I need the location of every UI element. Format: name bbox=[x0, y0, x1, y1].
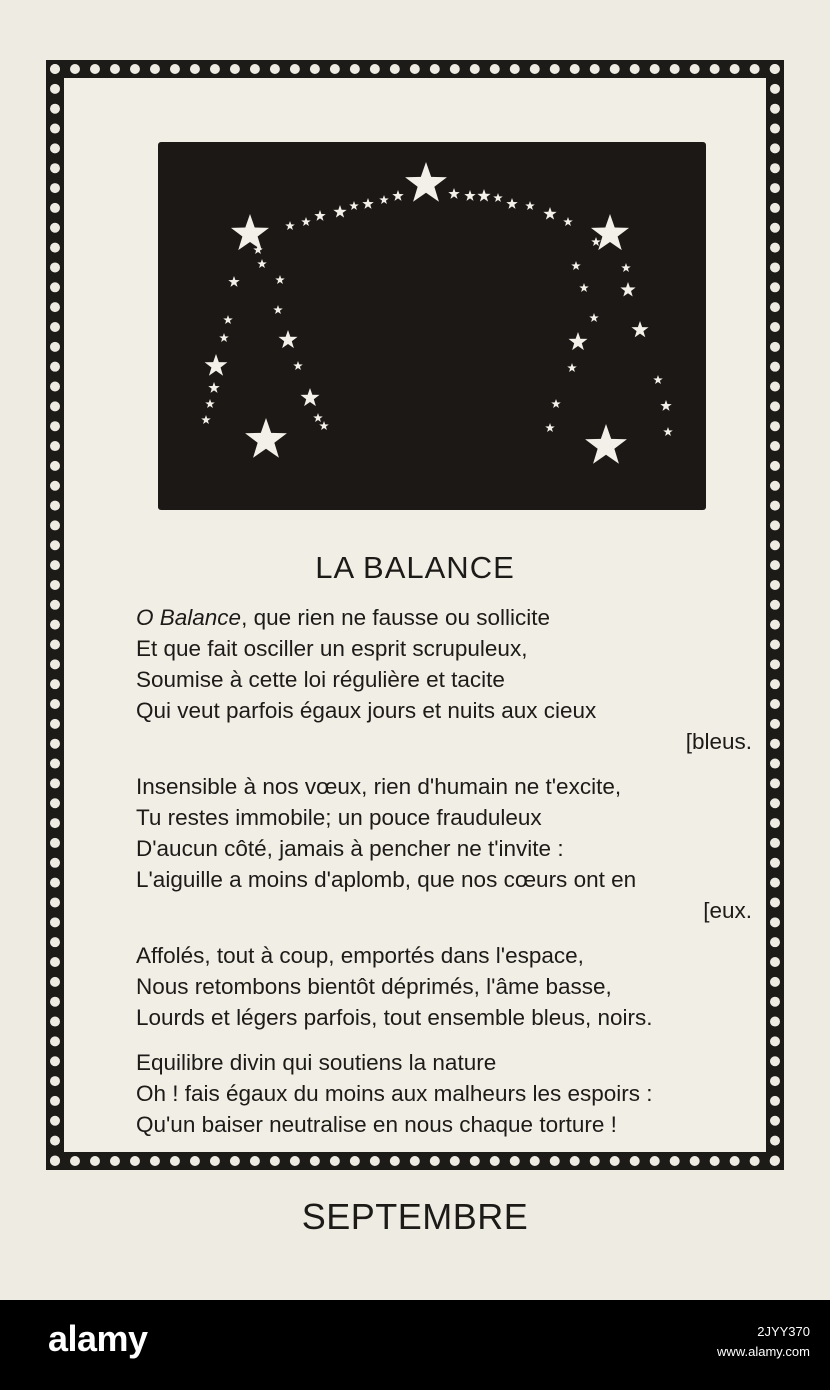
watermark-logo: alamy bbox=[48, 1318, 148, 1359]
poem-line: Oh ! fais égaux du moins aux malheurs les espoirs : bbox=[136, 1081, 653, 1106]
decorative-border-frame bbox=[46, 60, 784, 1170]
poem-line: Nous retombons bientôt déprimés, l'âme basse, bbox=[136, 974, 612, 999]
poem-line: Equilibre divin qui soutiens la nature bbox=[136, 1050, 497, 1075]
poem-line: D'aucun côté, jamais à pencher ne t'invite : bbox=[136, 836, 564, 861]
stanza-2 bbox=[136, 771, 776, 926]
stanza-4 bbox=[136, 1047, 776, 1140]
frame-inner bbox=[64, 78, 766, 1152]
poem-line bbox=[136, 602, 776, 633]
libra-constellation-illustration bbox=[158, 142, 706, 510]
constellation-stars-icon bbox=[158, 142, 706, 510]
poem-body bbox=[136, 602, 776, 1154]
poem-line: Et que fait osciller un esprit scrupuleux, bbox=[136, 636, 528, 661]
watermark-image-id: 2JYY370 bbox=[757, 1324, 810, 1339]
watermark-bar bbox=[0, 1300, 830, 1390]
poem-line: Lourds et légers parfois, tout ensemble bleus, noirs. bbox=[136, 1005, 653, 1030]
poem-line-italic: O Balance bbox=[136, 605, 242, 630]
watermark-url: www.alamy.com bbox=[717, 1344, 810, 1359]
poem-line: Qu'un baiser neutralise en nous chaque torture ! bbox=[136, 1112, 617, 1137]
poem-line: Soumise à cette loi régulière et tacite bbox=[136, 667, 505, 692]
stanza-3 bbox=[136, 940, 776, 1033]
poem-title: LA BALANCE bbox=[315, 550, 515, 585]
poem-line: Insensible à nos vœux, rien d'humain ne t'excite, bbox=[136, 774, 622, 799]
poem-line: L'aiguille a moins d'aplomb, que nos cœurs ont en bbox=[136, 867, 637, 892]
watermark-info bbox=[717, 1322, 810, 1362]
poem-line-continuation: [bleus. bbox=[685, 729, 752, 754]
stanza-1 bbox=[136, 602, 776, 757]
month-caption: SEPTEMBRE bbox=[301, 1196, 529, 1237]
poem-line: Affolés, tout à coup, emportés dans l'espace, bbox=[136, 943, 584, 968]
poem-line-rest: , que rien ne fausse ou sollicite bbox=[241, 605, 550, 630]
poem-line: Tu restes immobile; un pouce frauduleux bbox=[136, 805, 542, 830]
poem-line-continuation: [eux. bbox=[703, 898, 752, 923]
poem-line: Qui veut parfois égaux jours et nuits aux cieux bbox=[136, 698, 597, 723]
